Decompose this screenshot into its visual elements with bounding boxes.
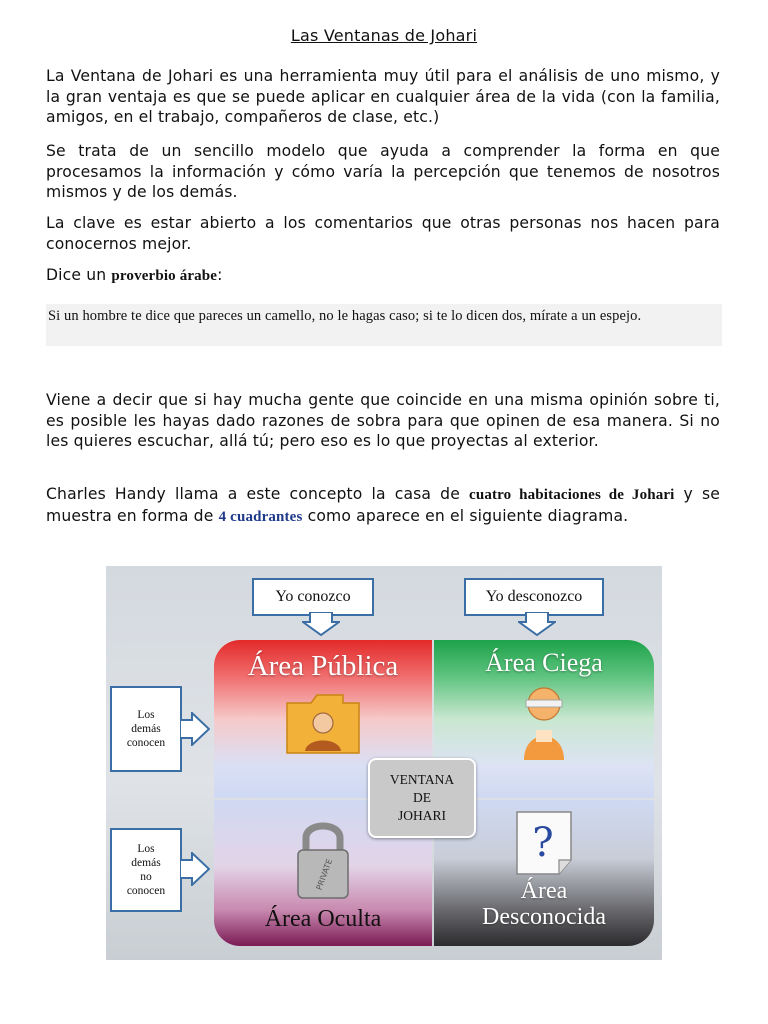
callout-line: Los bbox=[137, 843, 155, 855]
johari-diagram bbox=[106, 566, 662, 960]
callout-yo-desconozco: Yo desconozco bbox=[464, 578, 604, 616]
padlock-icon bbox=[288, 816, 358, 902]
center-line: JOHARI bbox=[397, 808, 446, 823]
handy-quadrants: 4 cuadrantes bbox=[218, 508, 303, 525]
handy-bold: cuatro habitaciones de Johari bbox=[469, 487, 675, 503]
document-title: Las Ventanas de Johari bbox=[290, 26, 478, 45]
proverb-intro-bold: proverbio árabe bbox=[111, 268, 218, 284]
question-page-icon bbox=[509, 808, 579, 878]
paragraph-handy bbox=[46, 484, 720, 527]
handy-e: como aparece en el siguiente diagrama. bbox=[302, 506, 629, 525]
arrow-down-icon bbox=[302, 612, 340, 636]
user-folder-icon bbox=[283, 689, 363, 759]
callout-line: demás bbox=[131, 723, 161, 735]
arrow-right-icon bbox=[180, 712, 210, 746]
callout-line: Los bbox=[137, 709, 155, 721]
handy-c: y se muestra en forma de bbox=[46, 485, 720, 525]
proverb-quote-box bbox=[46, 304, 722, 346]
paragraph-model: Se trata de un sencillo modelo que ayuda a comprender la forma en que procesamos la información y cómo varía la percepción que tenemos de nosotros mismos y de los demás. bbox=[46, 142, 720, 201]
paragraph-meaning: Viene a decir que si hay mucha gente que coincide en una misma opinión sobre ti, es posible les hayas dado razones de sobra para que opinen de esa manera. Si no les quieres escuchar, allá tú; pero eso es lo que proyectas al exterior. bbox=[46, 391, 720, 450]
quadrant-title: Desconocida bbox=[482, 904, 606, 930]
paragraph-proverb-intro bbox=[46, 265, 720, 287]
center-label-ventana-johari bbox=[368, 758, 476, 838]
callout-yo-conozco: Yo conozco bbox=[252, 578, 374, 616]
quadrant-title-lines bbox=[482, 878, 606, 930]
callout-line: demás bbox=[131, 857, 161, 869]
center-line: VENTANA bbox=[389, 772, 455, 787]
handy-a: Charles Handy llama a este concepto la casa de bbox=[46, 485, 470, 503]
callout-demas-no-conocen bbox=[110, 828, 182, 912]
paragraph-key: La clave es estar abierto a los comentarios que otras personas nos hacen para conocernos mejor. bbox=[46, 214, 720, 253]
blindfolded-person-icon bbox=[514, 682, 574, 762]
question-mark: ? bbox=[532, 820, 554, 866]
callout-line: conocen bbox=[126, 737, 166, 749]
quadrant-title: Área Pública bbox=[247, 650, 399, 682]
center-line: DE bbox=[412, 790, 431, 805]
callout-demas-conocen bbox=[110, 686, 182, 772]
callout-line: conocen bbox=[126, 885, 166, 897]
callout-line: no bbox=[140, 871, 152, 883]
proverb-intro-post: : bbox=[217, 266, 223, 284]
quadrant-title: Área Oculta bbox=[264, 906, 382, 932]
proverb-quote: Si un hombre te dice que pareces un camello, no le hagas caso; si te lo dicen dos, mírate a un espejo. bbox=[48, 308, 642, 324]
padlock-label: PRIVATE bbox=[314, 857, 335, 892]
proverb-intro-pre: Dice un bbox=[46, 266, 112, 284]
paragraph-intro: La Ventana de Johari es una herramienta muy útil para el análisis de uno mismo, y la gran ventaja es que se puede aplicar en cualquier área de la vida (con la familia, amigos, en el trabajo, compañeros de clase, etc.) bbox=[46, 67, 720, 126]
arrow-down-icon bbox=[518, 612, 556, 636]
arrow-right-icon bbox=[180, 852, 210, 886]
quadrant-title: Área bbox=[520, 878, 568, 904]
quadrant-title: Área Ciega bbox=[485, 648, 603, 677]
